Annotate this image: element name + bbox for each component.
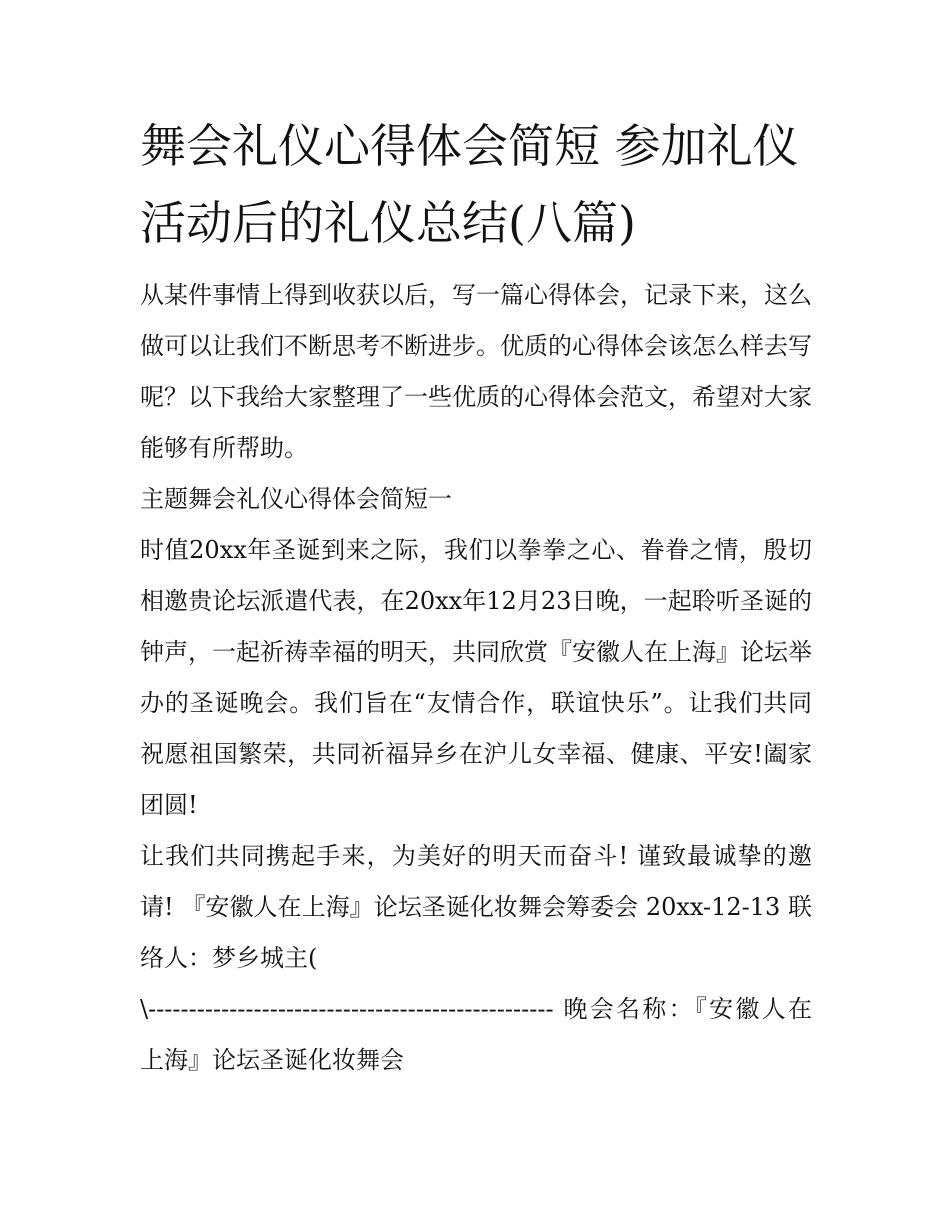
section-heading: 主题舞会礼仪心得体会简短一 <box>140 485 452 513</box>
event-name-paragraph: \-------------------------------------------------- 晚会名称：『安徽人在上海』论坛圣诞化妆舞会 <box>140 995 812 1074</box>
invitation-paragraph: 时值20xx年圣诞到来之际，我们以拳拳之心、眷眷之情，殷切相邀贵论坛派遣代表，在20xx年12月23日晚，一起聆听圣诞的钟声，一起祈祷幸福的明天，共同欣赏『安徽人在上海』论坛举办的圣诞晚会。我们旨在“友情合作，联谊快乐”。让我们共同祝愿祖国繁荣，共同祈福异乡在沪儿女幸福、健康、平安!阖家团圆! <box>140 536 812 819</box>
document-page <box>140 108 812 1086</box>
document-title: 舞会礼仪心得体会简短 参加礼仪活动后的礼仪总结(八篇) <box>140 119 799 250</box>
closing-paragraph: 让我们共同携起手来，为美好的明天而奋斗! 谨致最诚挚的邀请! 『安徽人在上海』论坛圣诞化妆舞会筹委会 20xx-12-13 联络人：梦乡城主( <box>140 842 812 972</box>
intro-paragraph: 从某件事情上得到收获以后，写一篇心得体会，记录下来，这么做可以让我们不断思考不断进步。优质的心得体会该怎么样去写呢？以下我给大家整理了一些优质的心得体会范文，希望对大家能够有所帮助。 <box>140 281 812 462</box>
